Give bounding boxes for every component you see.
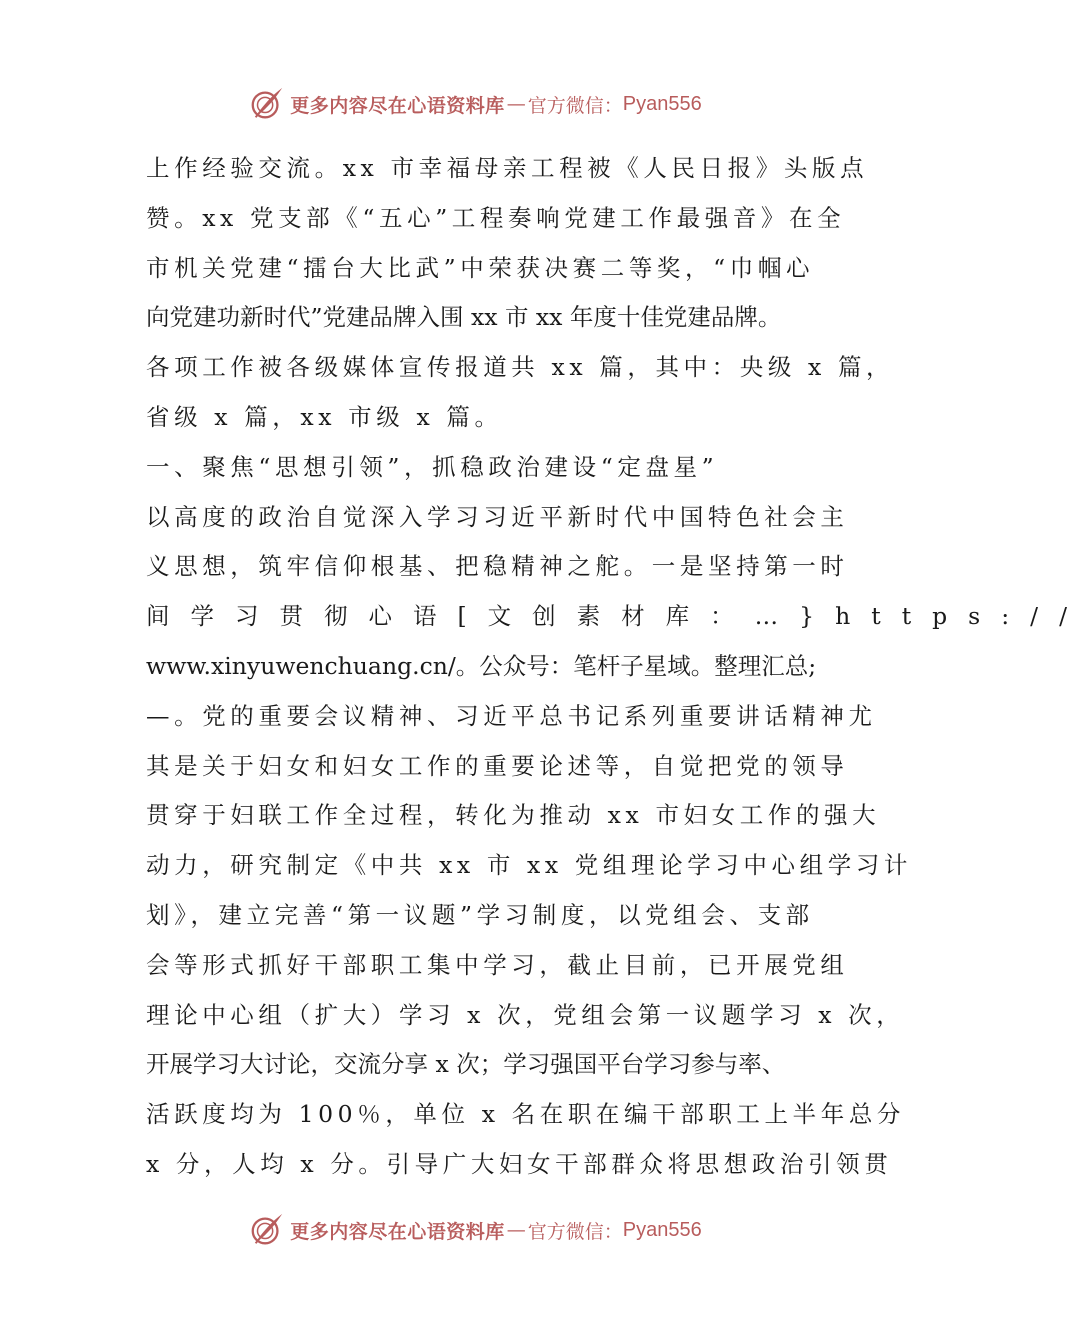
watermark-separator: — <box>506 93 526 115</box>
body-line: 活跃度均为 100％，单位 x 名在职在编干部职工上半年总分 <box>146 1100 906 1129</box>
body-line: 开展学习大讨论，交流分享 x 次；学习强国平台学习参与率、 <box>146 1050 786 1079</box>
watermark-slogan: 更多内容尽在心语资料库 <box>290 94 505 117</box>
body-line: 动力，研究制定《中共 xx 市 xx 党组理论学习中心组学习计 <box>146 851 912 880</box>
body-line: 以高度的政治自觉深入学习习近平新时代中国特色社会主 <box>146 502 849 531</box>
body-line: x 分，人均 x 分。引导广大妇女干部群众将思想政治引领贯 <box>146 1149 893 1178</box>
watermark-separator: — <box>506 1219 526 1241</box>
watermark-handle: Pyan556 <box>622 1218 702 1241</box>
body-line: 义思想，筑牢信仰根基、把稳精神之舵。一是坚持第一时 <box>146 552 849 581</box>
watermark-contact-label: 官方微信： <box>527 1220 623 1243</box>
body-line: 贯穿于妇联工作全过程，转化为推动 xx 市妇女工作的强大 <box>146 801 881 830</box>
body-line: 市机关党建“擂台大比武”中荣获决赛二等奖，“巾帼心 <box>146 253 815 282</box>
body-line: 会等形式抓好干部职工集中学习，截止目前，已开展党组 <box>146 950 849 979</box>
document-body <box>146 144 1088 1190</box>
body-line: 向党建功新时代”党建品牌入围 xx 市 xx 年度十佳党建品牌。 <box>146 303 782 332</box>
watermark-handle: Pyan556 <box>622 92 702 115</box>
body-line: 间学习贯彻心语[文创素材库：…}https:// <box>146 602 1088 631</box>
section-heading: 一、聚焦“思想引领”，抓稳政治建设“定盘星” <box>146 452 719 481</box>
body-line: 划》，建立完善“第一议题”学习制度，以党组会、支部 <box>146 900 814 929</box>
body-line: 其是关于妇女和妇女工作的重要论述等，自觉把党的领导 <box>146 751 849 780</box>
body-line: 上作经验交流。xx 市幸福母亲工程被《人民日报》头版点 <box>146 154 869 182</box>
body-line: 各项工作被各级媒体宣传报道共 xx 篇，其中：央级 x 篇， <box>146 353 895 382</box>
body-line: —。党的重要会议精神、习近平总书记系列重要讲话精神尤 <box>146 701 877 730</box>
body-line: 省级 x 篇，xx 市级 x 篇。 <box>146 402 503 431</box>
body-line: www.xinyuwenchuang.cn/。公众号：笔杆子星域。整理汇总; <box>146 651 817 680</box>
header-watermark <box>0 82 950 126</box>
quill-logo-icon <box>248 1211 286 1249</box>
footer-watermark <box>0 1208 950 1252</box>
body-line: 理论中心组（扩大）学习 x 次，党组会第一议题学习 x 次， <box>146 1000 905 1029</box>
quill-logo-icon <box>248 85 286 123</box>
watermark-slogan: 更多内容尽在心语资料库 <box>290 1220 505 1243</box>
watermark-contact-label: 官方微信： <box>527 94 623 117</box>
body-line: 赞。xx 党支部《“五心”工程奏响党建工作最强音》在全 <box>146 203 846 232</box>
